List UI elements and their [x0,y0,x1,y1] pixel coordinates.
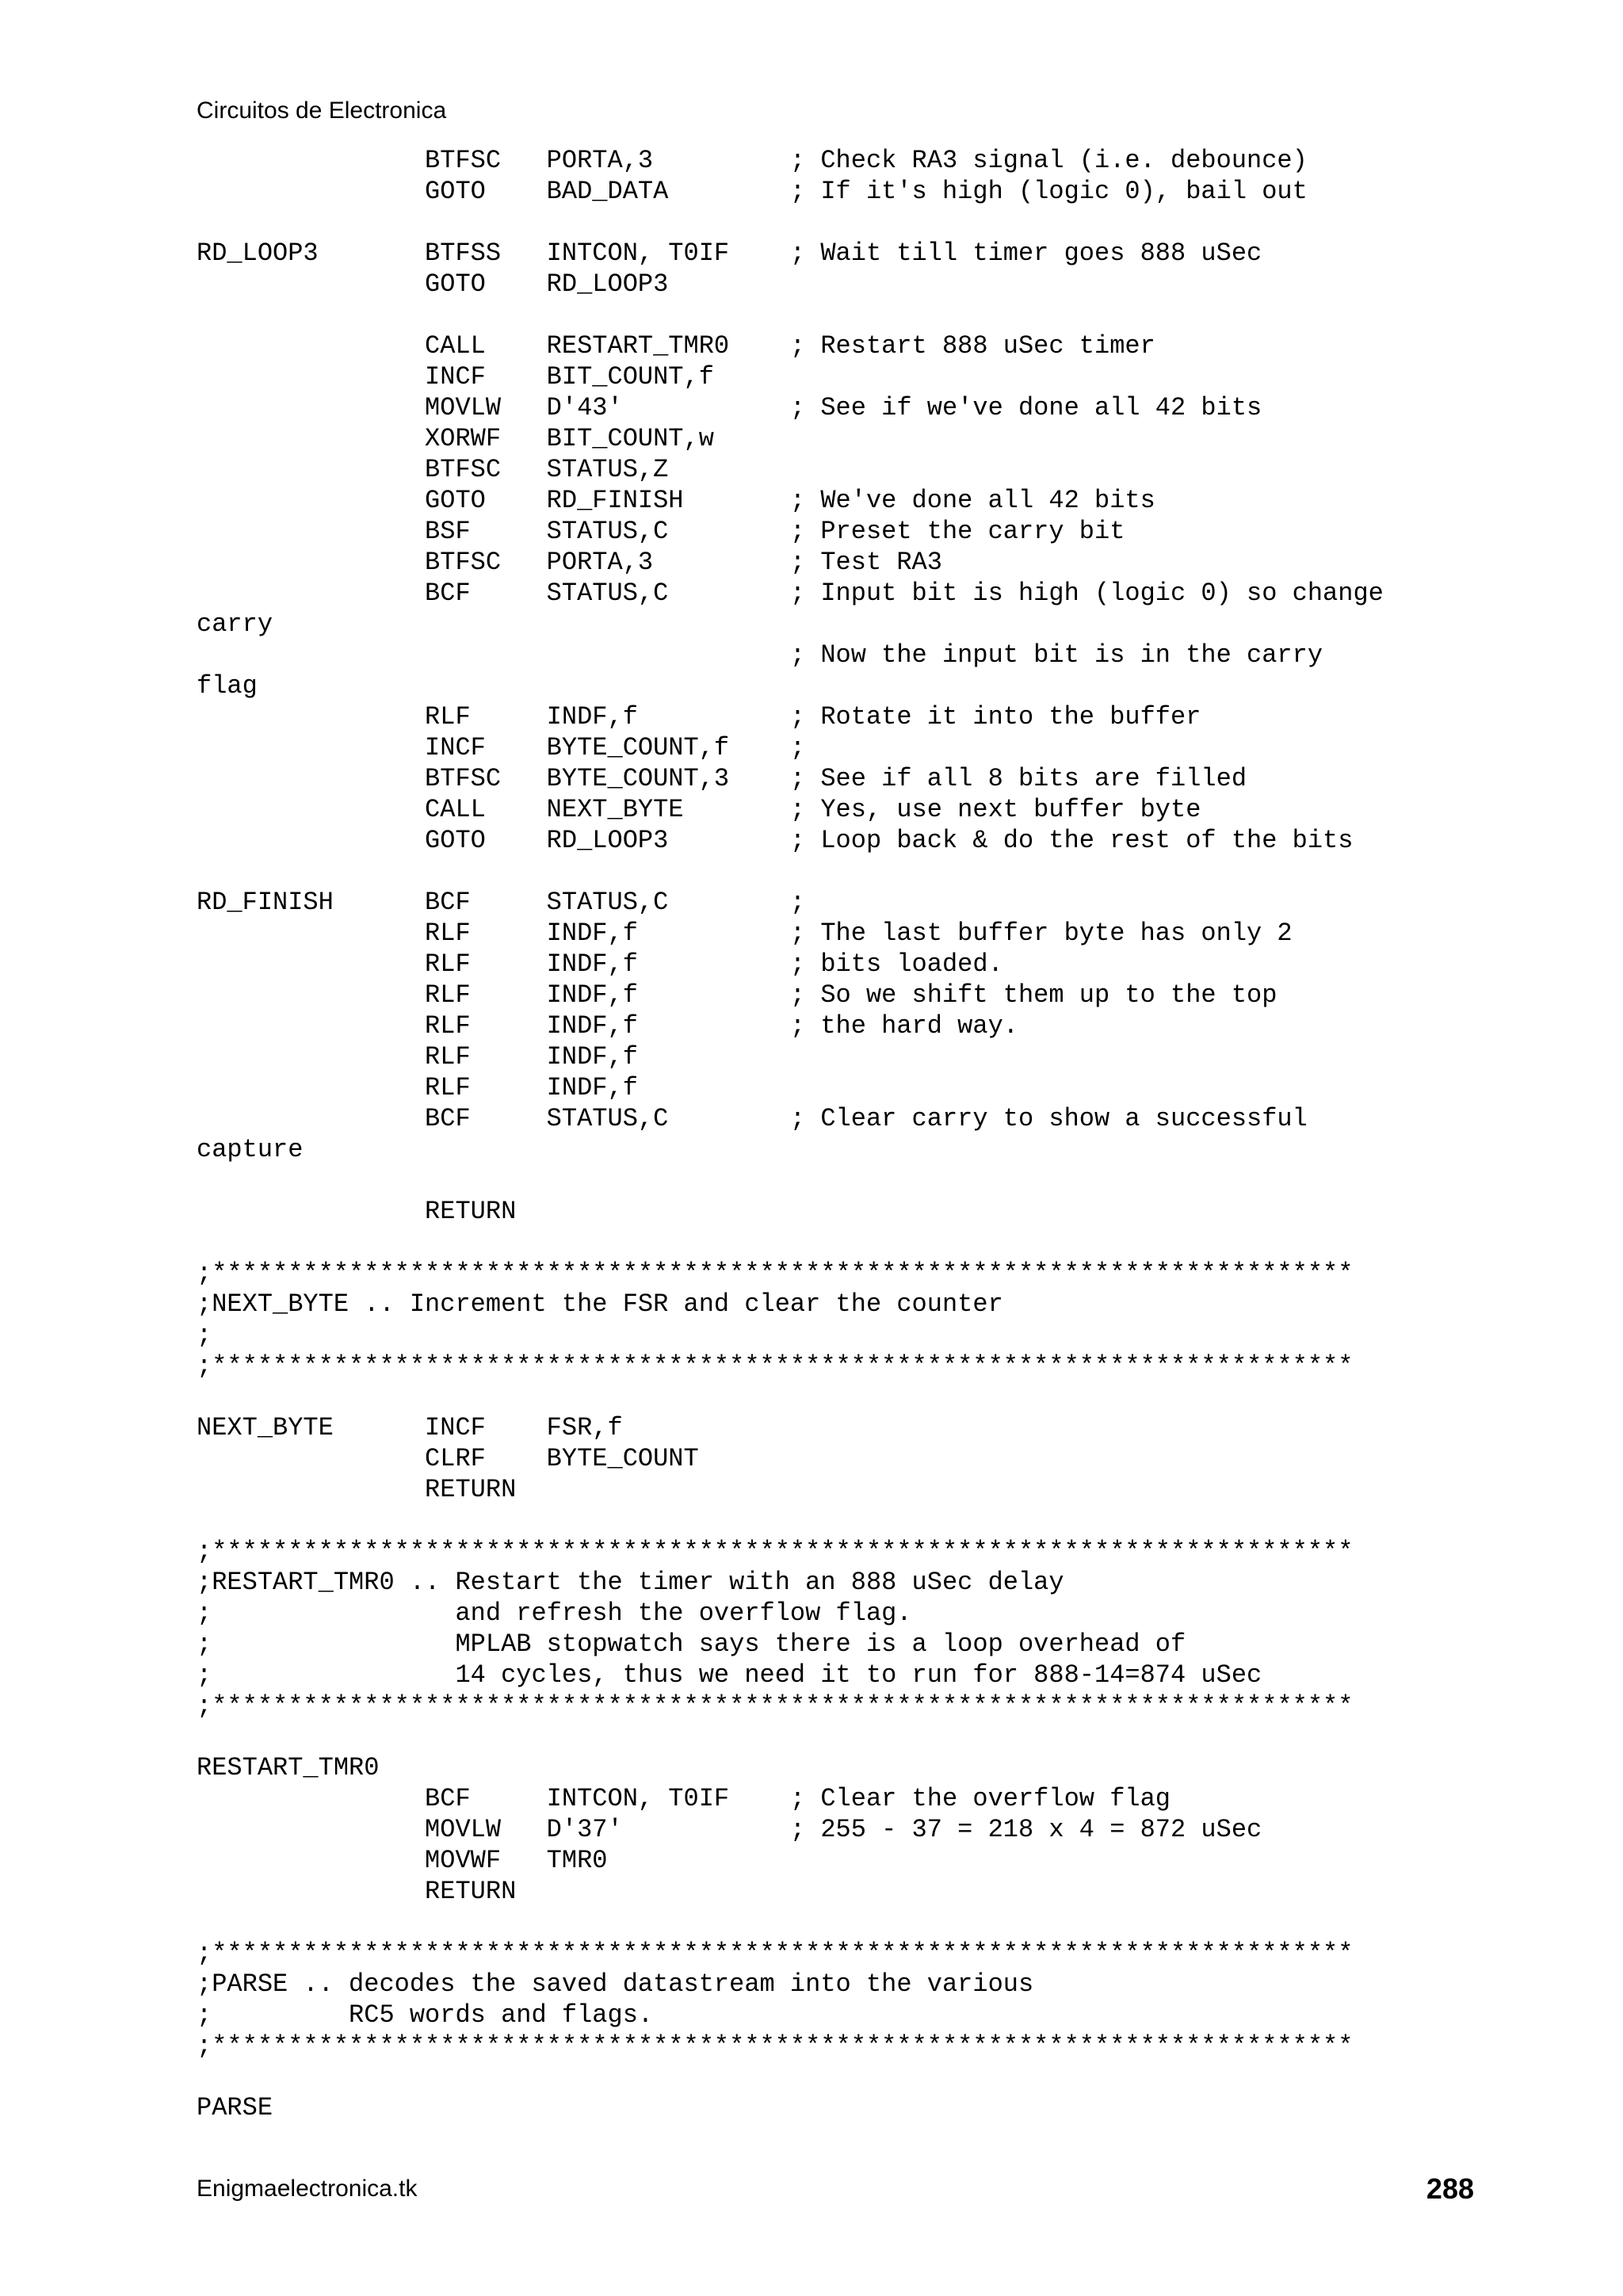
code-line: GOTO RD_LOOP3 ; Loop back & do the rest of the bits [197,826,1354,855]
code-line: GOTO RD_LOOP3 [197,269,669,299]
code-line: ; 14 cycles, thus we need it to run for 888-14=874 uSec [197,1660,1262,1690]
page-number: 288 [1426,2172,1474,2205]
code-line: INCF BYTE_COUNT,f ; [197,733,806,762]
code-line: RLF INDF,f ; the hard way. [197,1011,1018,1041]
code-line: RESTART_TMR0 [197,1753,380,1782]
code-line: NEXT_BYTE INCF FSR,f [197,1413,623,1442]
code-line: BSF STATUS,C ; Preset the carry bit [197,517,1125,546]
code-line: GOTO BAD_DATA ; If it's high (logic 0), bail out [197,177,1308,206]
code-line: ; MPLAB stopwatch says there is a loop overhead of [197,1629,1186,1659]
code-line: CALL RESTART_TMR0 ; Restart 888 uSec timer [197,331,1155,361]
code-line [197,1907,1384,1938]
code-line: ;*************************************************************************** [197,2031,1354,2061]
code-line: PARSE [197,2093,273,2122]
code-line: RLF INDF,f ; The last buffer byte has only 2 [197,919,1293,948]
code-line [197,1721,1384,1752]
code-line: ; [197,1320,212,1350]
code-line: RD_LOOP3 BTFSS INTCON, T0IF ; Wait till timer goes 888 uSec [197,239,1262,268]
code-line: CLRF BYTE_COUNT [197,1444,699,1473]
code-line: ; Now the input bit is in the carry [197,640,1323,670]
code-line: BCF STATUS,C ; Input bit is high (logic 0) so change [197,579,1384,608]
code-line: RETURN [197,1475,517,1504]
code-line: BCF STATUS,C ; Clear carry to show a successful [197,1104,1308,1133]
code-line: ;*************************************************************************** [197,1691,1354,1721]
code-line: RLF INDF,f ; Rotate it into the buffer [197,702,1201,732]
code-line [197,300,1384,330]
code-line [197,856,1384,887]
code-line: ;*************************************************************************** [197,1259,1354,1288]
code-line [197,207,1384,238]
code-line: ; RC5 words and flags. [197,2000,654,2030]
code-line [197,1381,1384,1412]
code-line: MOVLW D'43' ; See if we've done all 42 bits [197,393,1262,422]
code-line: ;*************************************************************************** [197,1537,1354,1566]
code-line: ; and refresh the overflow flag. [197,1599,912,1628]
code-line [197,1227,1384,1258]
code-line: ;PARSE .. decodes the saved datastream into the various [197,1969,1034,1999]
code-line: RETURN [197,1197,517,1226]
code-line: RLF INDF,f [197,1073,638,1102]
code-line: GOTO RD_FINISH ; We've done all 42 bits [197,486,1155,515]
code-line [197,2061,1384,2092]
code-line: MOVLW D'37' ; 255 - 37 = 218 x 4 = 872 uSec [197,1815,1262,1844]
code-line: carry [197,609,273,639]
code-line: CALL NEXT_BYTE ; Yes, use next buffer byte [197,795,1201,824]
code-line: RLF INDF,f ; bits loaded. [197,949,1003,979]
code-line: XORWF BIT_COUNT,w [197,424,714,453]
code-line: ;RESTART_TMR0 .. Restart the timer with an 888 uSec delay [197,1568,1064,1597]
code-line: BTFSC STATUS,Z [197,455,669,484]
code-line: flag [197,671,258,701]
code-line: capture [197,1135,304,1164]
code-line: RD_FINISH BCF STATUS,C ; [197,888,806,917]
code-line: BTFSC BYTE_COUNT,3 ; See if all 8 bits are filled [197,764,1247,793]
code-line: BTFSC PORTA,3 ; Test RA3 [197,548,942,577]
code-line: ;NEXT_BYTE .. Increment the FSR and clear the counter [197,1289,1003,1319]
code-line: RETURN [197,1877,517,1906]
code-line: MOVWF TMR0 [197,1846,608,1875]
code-line: RLF INDF,f [197,1042,638,1072]
page-header-title: Circuitos de Electronica [197,97,447,124]
code-line: BCF INTCON, T0IF ; Clear the overflow flag [197,1784,1170,1813]
code-line: ;*************************************************************************** [197,1939,1354,1968]
code-line: INCF BIT_COUNT,f [197,362,714,392]
code-line: BTFSC PORTA,3 ; Check RA3 signal (i.e. debounce) [197,146,1308,175]
code-line: ;*************************************************************************** [197,1351,1354,1381]
assembly-code-listing [197,145,1384,2123]
code-line: RLF INDF,f ; So we shift them up to the top [197,980,1277,1010]
code-line [197,1505,1384,1536]
footer-site-name: Enigmaelectronica.tk [197,2176,418,2202]
code-line [197,1165,1384,1196]
